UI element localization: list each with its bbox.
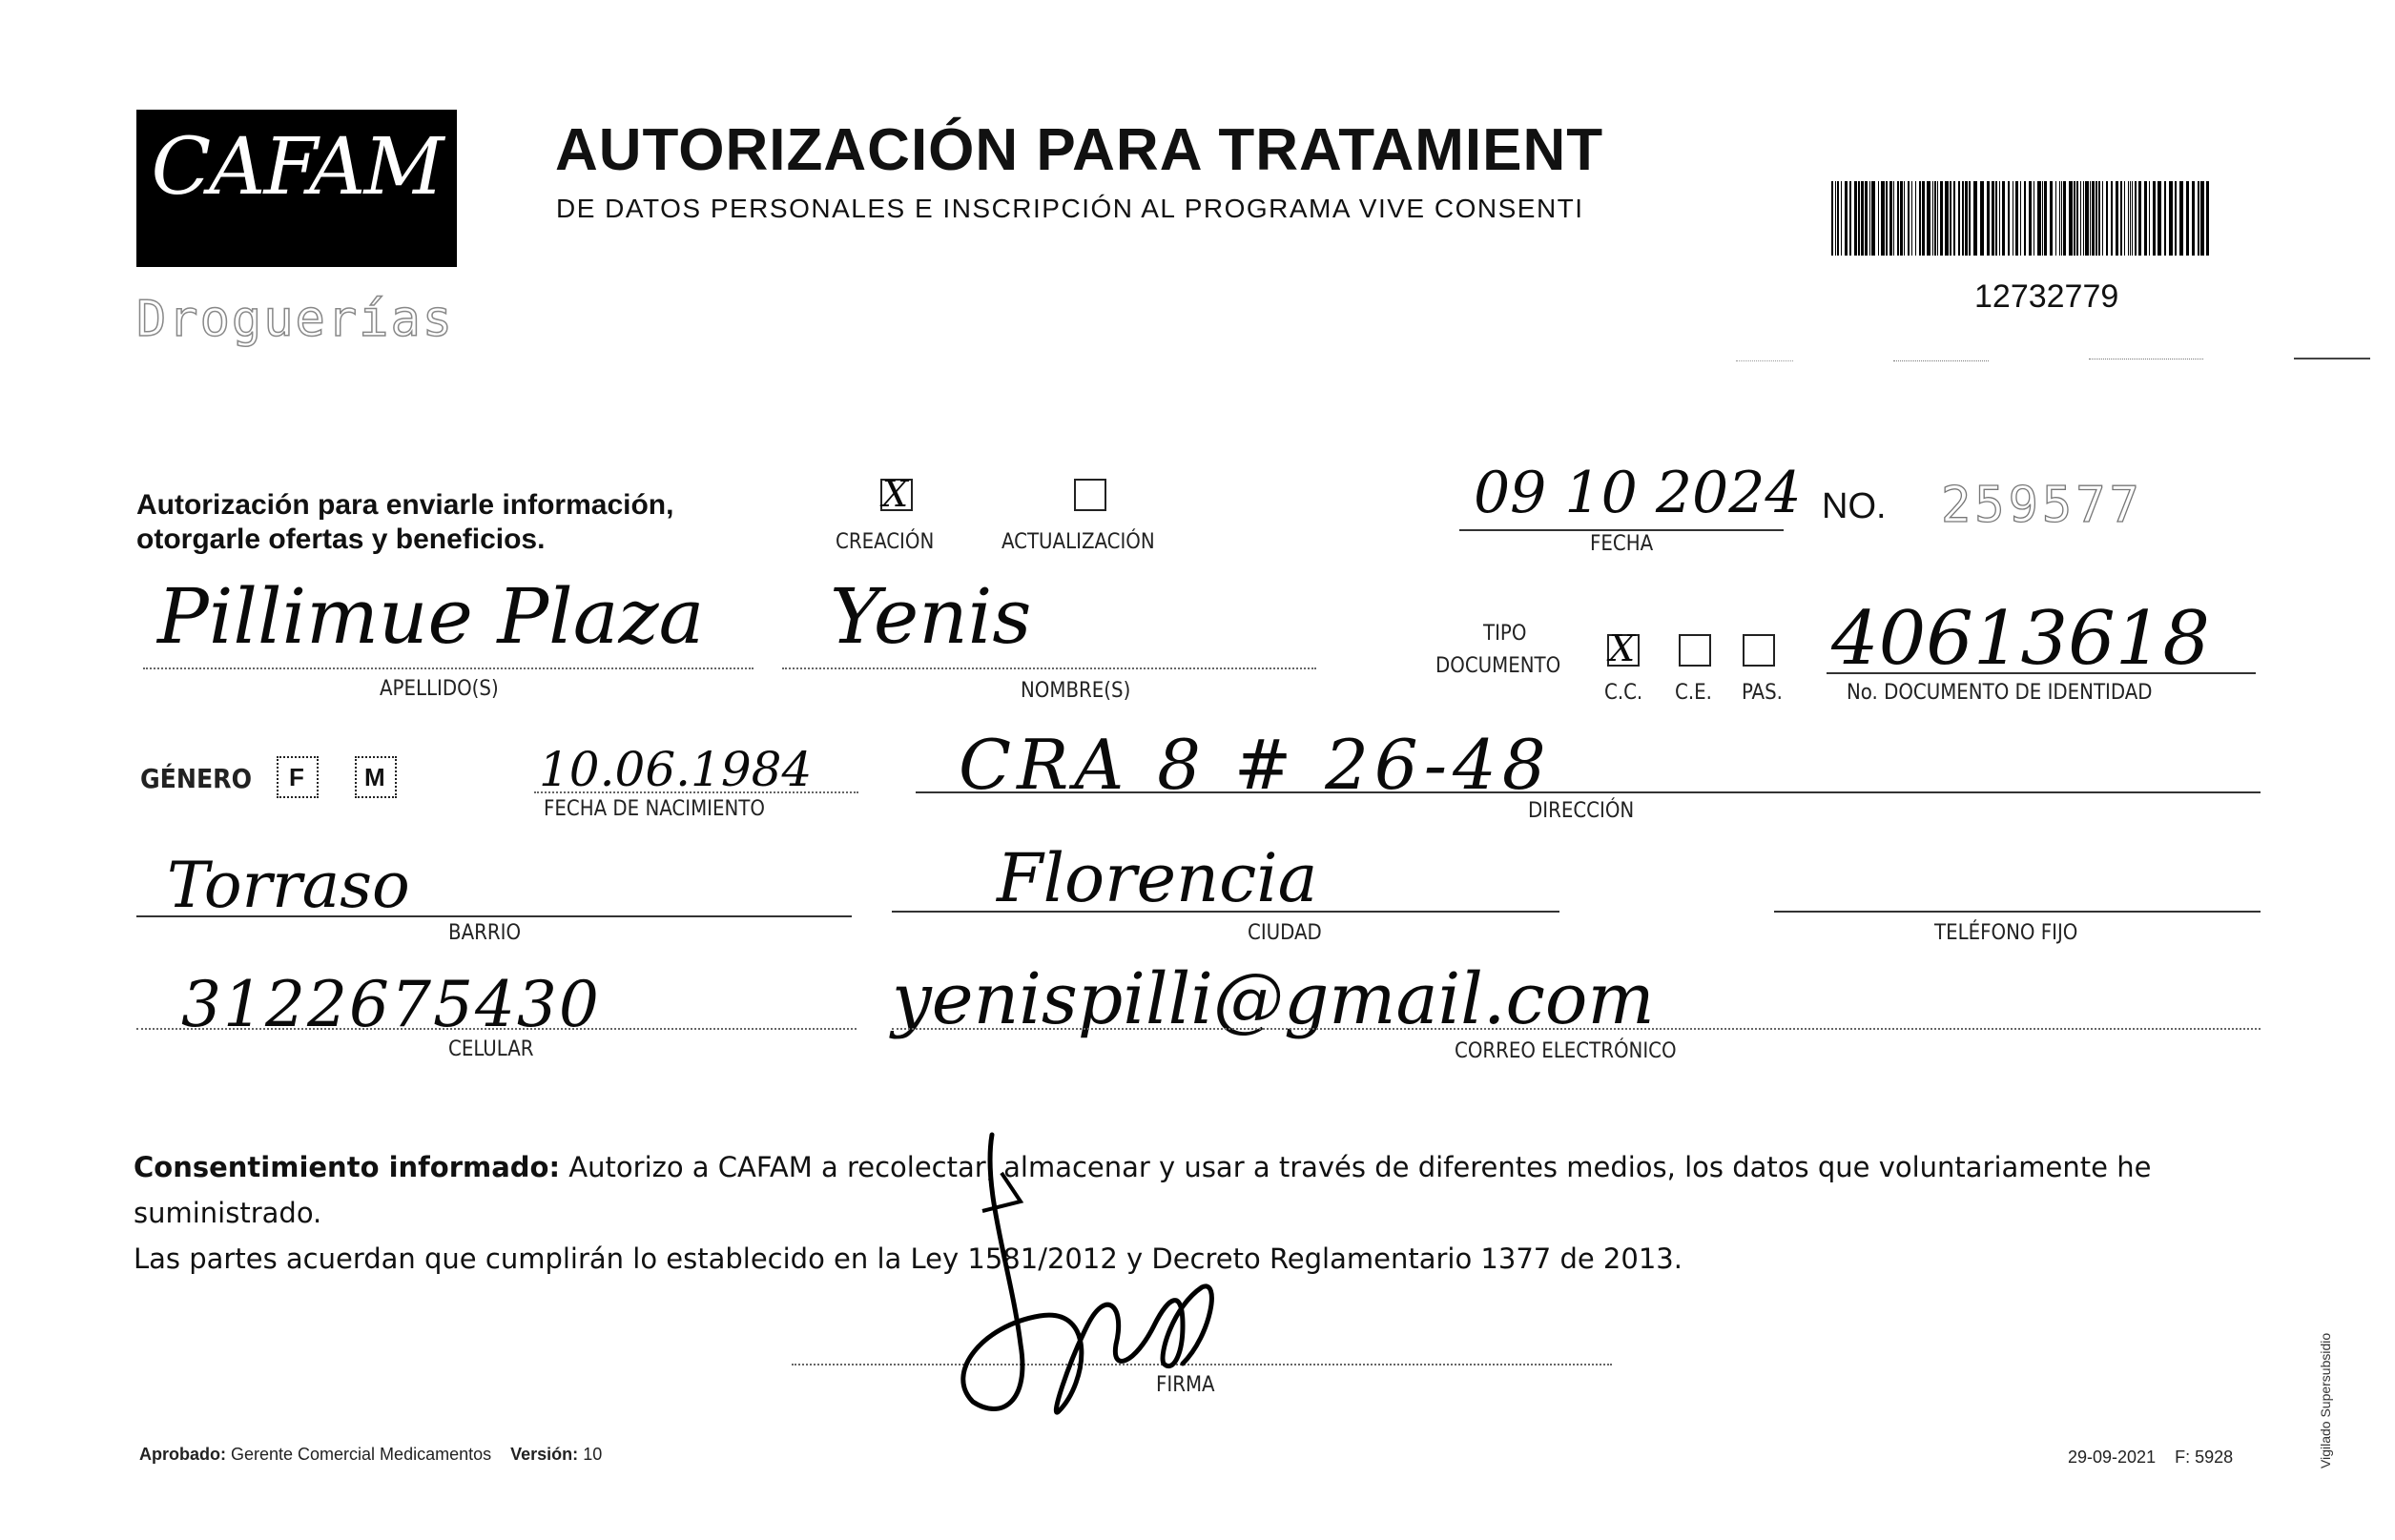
barcode-bar	[1934, 181, 1936, 256]
barcode-bar	[2055, 181, 2056, 256]
cc-label: C.C.	[1604, 681, 1643, 705]
footer-approved	[139, 1445, 602, 1465]
cc-check-mark: X	[1609, 627, 1636, 669]
ciudad-value[interactable]: Florencia	[997, 839, 1318, 917]
nombres-label: NOMBRE(S)	[1021, 679, 1131, 703]
celular-value[interactable]: 3122675430	[181, 968, 601, 1041]
correo-label: CORREO ELECTRÓNICO	[1455, 1039, 1677, 1063]
barcode-bar	[1987, 181, 1990, 256]
correo-value[interactable]: yenispilli@gmail.com	[892, 958, 1655, 1040]
apellidos-line	[143, 667, 754, 669]
ce-label: C.E.	[1675, 681, 1712, 705]
barcode-bar	[2186, 181, 2189, 256]
barcode-bar	[1937, 181, 1938, 256]
tipo-documento-label-1: TIPO	[1483, 622, 1527, 646]
page-title: AUTORIZACIÓN PARA TRATAMIENT	[555, 117, 1604, 183]
barcode-bar	[1900, 181, 1903, 256]
barcode-bar	[2063, 181, 2066, 256]
barcode-bar	[2179, 181, 2183, 256]
consent-text-1: Autorizo a CAFAM a recolectar, almacenar y usar a través de diferentes medios, los datos que voluntariamente he suministrado.	[134, 1151, 2152, 1229]
barcode-bar	[1911, 181, 1912, 256]
barcode-bar	[1969, 181, 1971, 256]
no-value: 259577	[1941, 477, 2143, 534]
barcode-bar	[2042, 181, 2043, 256]
nacimiento-label: FECHA DE NACIMIENTO	[544, 797, 765, 821]
barcode-bar	[1865, 181, 1868, 256]
genero-label: GÉNERO	[140, 763, 252, 794]
barcode-bar	[2120, 181, 2122, 256]
page-subtitle: DE DATOS PERSONALES E INSCRIPCIÓN AL PROGRAMA VIVE CONSENTI	[556, 194, 1584, 223]
barcode-bar	[1886, 181, 1888, 256]
footer-codes	[2068, 1448, 2233, 1468]
fecha-label: FECHA	[1590, 532, 1654, 556]
barcode	[1831, 181, 2213, 256]
barcode-bar	[1897, 181, 1899, 256]
scan-mark	[1893, 360, 1989, 361]
barrio-value[interactable]: Torraso	[167, 849, 410, 922]
vigilado-side-text: Vigilado Supersubsidio	[2318, 1332, 2333, 1468]
barcode-bar	[2124, 181, 2125, 256]
barcode-number: 12732779	[1974, 278, 2119, 315]
barcode-bar	[2200, 181, 2204, 256]
barcode-bar	[1915, 181, 1916, 256]
barcode-bar	[2083, 181, 2084, 256]
barcode-bar	[2059, 181, 2060, 256]
tipo-documento-label-2: DOCUMENTO	[1435, 654, 1561, 678]
barcode-bar	[2002, 181, 2005, 256]
barcode-bar	[2061, 181, 2062, 256]
barcode-bar	[1992, 181, 1994, 256]
barcode-bar	[1845, 181, 1848, 256]
direccion-value[interactable]: CRA 8 # 26-48	[959, 725, 1552, 805]
barcode-bar	[2037, 181, 2041, 256]
pas-label: PAS.	[1742, 681, 1783, 705]
barcode-bar	[2050, 181, 2053, 256]
doc-number-value[interactable]: 40613618	[1831, 596, 2211, 682]
barcode-bar	[1953, 181, 1955, 256]
nacimiento-value[interactable]: 10.06.1984	[539, 742, 813, 797]
barcode-bar	[2164, 181, 2166, 256]
firma-label: FIRMA	[1156, 1373, 1215, 1397]
barcode-bar	[1922, 181, 1925, 256]
scan-mark	[1736, 360, 1793, 361]
barrio-label: BARRIO	[448, 921, 522, 945]
ciudad-line	[892, 911, 1559, 913]
barcode-bar	[2169, 181, 2173, 256]
barcode-bar	[2149, 181, 2150, 256]
footer-version-value: 10	[583, 1445, 603, 1464]
barcode-bar	[2116, 181, 2118, 256]
barcode-bar	[1837, 181, 1839, 256]
barcode-bar	[2175, 181, 2177, 256]
logo-subtitle: Droguerías	[136, 291, 455, 348]
barcode-bar	[1878, 181, 1879, 256]
barcode-bar	[1889, 181, 1892, 256]
barcode-bar	[1871, 181, 1875, 256]
barcode-bar	[1835, 181, 1836, 256]
barcode-bar	[2138, 181, 2141, 256]
barcode-bar	[1919, 181, 1921, 256]
barcode-bar	[2144, 181, 2147, 256]
barcode-bar	[1841, 181, 1842, 256]
barcode-bar	[1940, 181, 1943, 256]
actualizacion-label: ACTUALIZACIÓN	[1001, 530, 1155, 554]
barcode-bar	[1973, 181, 1977, 256]
barcode-bar	[2128, 181, 2129, 256]
barcode-bar	[1932, 181, 1933, 256]
barcode-bar	[1965, 181, 1968, 256]
correo-line	[892, 1028, 2261, 1030]
barcode-bar	[1861, 181, 1864, 256]
barcode-bar	[2111, 181, 2113, 256]
barcode-bar	[2015, 181, 2018, 256]
barcode-bar	[2008, 181, 2010, 256]
barcode-bar	[2090, 181, 2091, 256]
apellidos-label: APELLIDO(S)	[380, 677, 499, 701]
barcode-bar	[2130, 181, 2131, 256]
consent-text-2: Las partes acuerdan que cumplirán lo establecido en la Ley 1581/2012 y Decreto Reglamentario 1377 de 2013.	[134, 1242, 1683, 1275]
footer-approved-label: Aprobado:	[139, 1445, 226, 1464]
barcode-bar	[1999, 181, 2000, 256]
barcode-bar	[2132, 181, 2133, 256]
nombres-value[interactable]: Yenis	[830, 572, 1032, 661]
barcode-bar	[2024, 181, 2026, 256]
barcode-bar	[1858, 181, 1860, 256]
actualizacion-checkbox[interactable]	[1074, 479, 1106, 511]
fecha-value[interactable]: 09 10 2024	[1474, 460, 1802, 526]
barcode-bar	[2098, 181, 2100, 256]
barcode-bar	[1854, 181, 1857, 256]
logo-text: CAFAM	[151, 122, 443, 213]
barcode-bar	[1893, 181, 1894, 256]
ciudad-label: CIUDAD	[1248, 921, 1322, 945]
barcode-bar	[1945, 181, 1949, 256]
pas-checkbox[interactable]	[1743, 634, 1775, 667]
barcode-bar	[1980, 181, 1984, 256]
direccion-label: DIRECCIÓN	[1528, 799, 1635, 823]
authorization-line-2: otorgarle ofertas y beneficios.	[136, 524, 546, 555]
footer-date-code: 29-09-2021	[2068, 1448, 2157, 1467]
telefono-line	[1774, 911, 2261, 913]
celular-line	[136, 1028, 857, 1030]
barcode-bar	[1958, 181, 1960, 256]
barcode-bar	[1904, 181, 1905, 256]
apellidos-value[interactable]: Pillimue Plaza	[157, 572, 705, 661]
barcode-bar	[1869, 181, 1870, 256]
telefono-label: TELÉFONO FIJO	[1934, 921, 2078, 945]
genero-m-label: M	[364, 763, 385, 791]
barcode-bar	[2198, 181, 2199, 256]
direccion-line	[916, 791, 2261, 793]
genero-f-label: F	[289, 763, 304, 791]
barcode-bar	[2206, 181, 2209, 256]
barcode-bar	[2044, 181, 2047, 256]
barcode-bar	[1962, 181, 1964, 256]
barrio-line	[136, 915, 852, 917]
barcode-bar	[2135, 181, 2137, 256]
ce-checkbox[interactable]	[1679, 634, 1711, 667]
celular-label: CELULAR	[448, 1037, 534, 1061]
scan-mark	[2294, 358, 2370, 359]
consent-heading: Consentimiento informado:	[134, 1151, 561, 1183]
nacimiento-line	[534, 791, 858, 793]
barcode-bar	[2069, 181, 2073, 256]
barcode-bar	[2085, 181, 2089, 256]
creacion-label: CREACIÓN	[836, 530, 935, 554]
barcode-bar	[1995, 181, 1997, 256]
authorization-line-1: Autorización para enviarle información,	[136, 489, 674, 521]
barcode-bar	[1881, 181, 1885, 256]
barcode-bar	[1849, 181, 1851, 256]
barcode-bar	[2074, 181, 2075, 256]
creacion-check-mark: X	[882, 473, 909, 515]
barcode-bar	[2029, 181, 2032, 256]
barcode-bar	[2192, 181, 2195, 256]
barcode-bar	[2080, 181, 2081, 256]
footer-version-label: Versión:	[510, 1445, 579, 1464]
barcode-bar	[2106, 181, 2108, 256]
fecha-line	[1459, 529, 1784, 531]
footer-form-code: F: 5928	[2175, 1448, 2234, 1467]
barcode-bar	[2092, 181, 2095, 256]
no-label: NO.	[1822, 486, 1887, 526]
barcode-bar	[2076, 181, 2078, 256]
barcode-bar	[2096, 181, 2097, 256]
barcode-bar	[1927, 181, 1930, 256]
barcode-bar	[1950, 181, 1951, 256]
barcode-bar	[2020, 181, 2021, 256]
nombres-line	[782, 667, 1316, 669]
footer-approved-value: Gerente Comercial Medicamentos	[231, 1445, 492, 1464]
doc-number-label: No. DOCUMENTO DE IDENTIDAD	[1847, 681, 2153, 705]
doc-number-line	[1827, 672, 2256, 674]
barcode-bar	[2158, 181, 2161, 256]
barcode-bar	[1831, 181, 1833, 256]
barcode-bar	[2153, 181, 2156, 256]
barcode-bar	[1908, 181, 1910, 256]
barcode-bar	[2102, 181, 2103, 256]
